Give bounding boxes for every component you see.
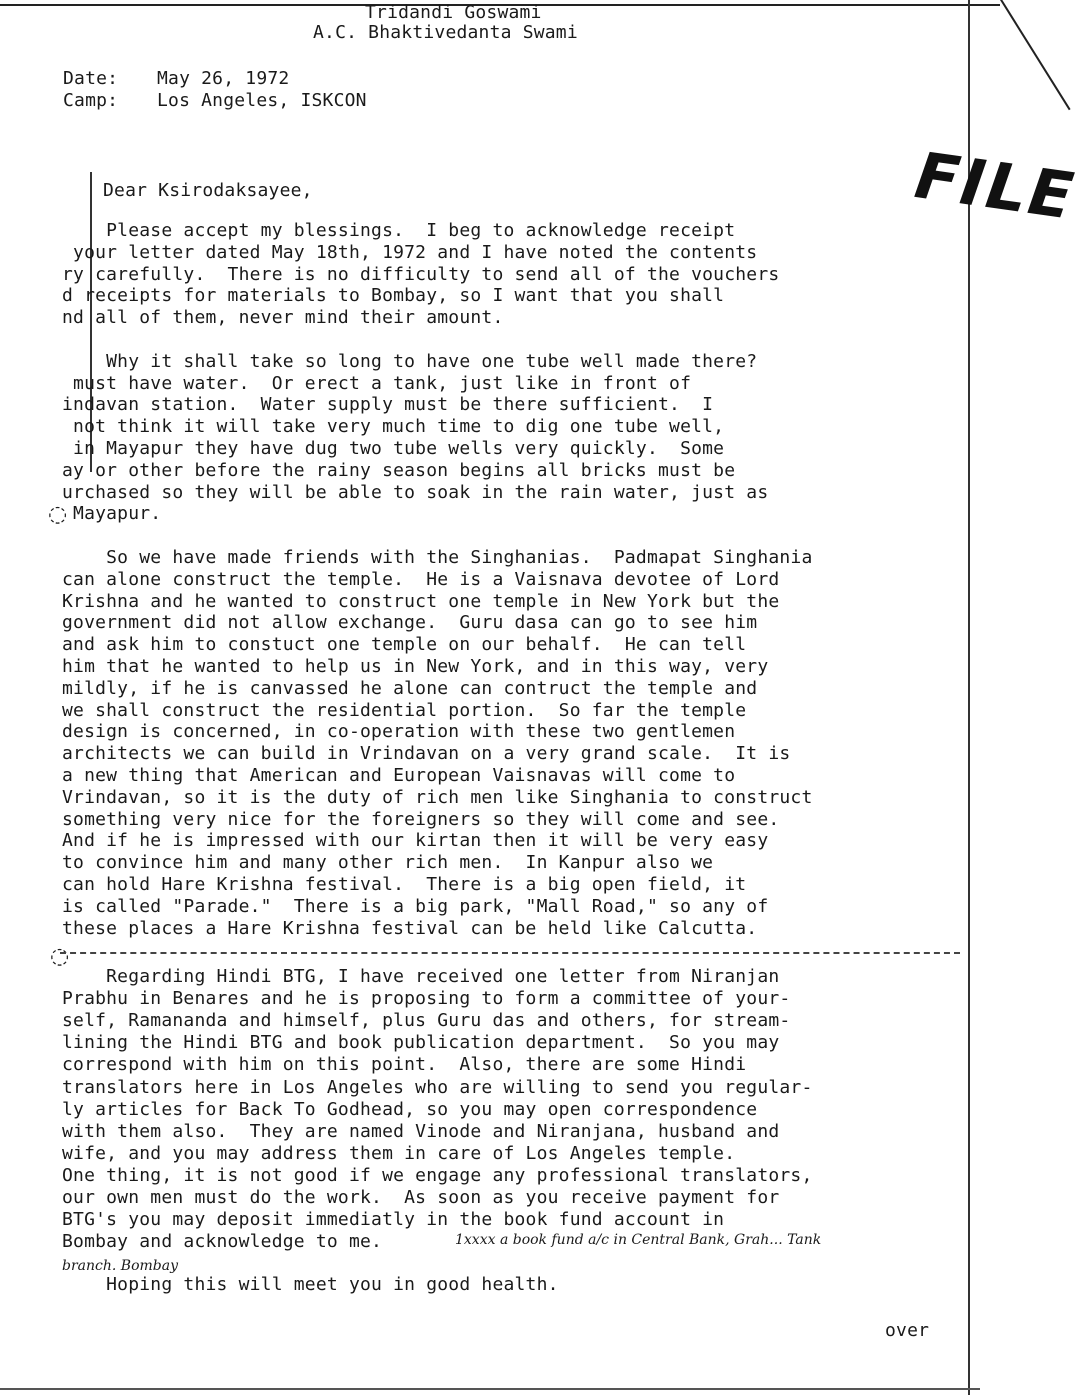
- letter-text-line: wife, and you may address them in care of Los Angeles temple.: [62, 1142, 736, 1164]
- letter-text-line: Bombay and acknowledge to me.: [62, 1231, 383, 1253]
- letter-text-line: with them also. They are named Vinode and Niranjana, husband and: [62, 1120, 780, 1142]
- page-corner-line: [1000, 0, 1071, 110]
- over-note: over: [885, 1320, 930, 1341]
- letter-text-line: ly articles for Back To Godhead, so you may open correspondence: [62, 1098, 758, 1120]
- letter-text-line: must have water. Or erect a tank, just like in front of: [62, 372, 692, 394]
- letter-text-line: can alone construct the temple. He is a Vaisnava devotee of Lord: [62, 568, 780, 590]
- letter-text-line: ry carefully. There is no difficulty to send all of the vouchers: [62, 263, 780, 285]
- letter-text-line: Krishna and he wanted to construct one temple in New York but the: [62, 590, 780, 612]
- letter-text-line: government did not allow exchange. Guru dasa can go to see him: [62, 612, 758, 634]
- letterhead-line1: Tridandi Goswami: [365, 2, 542, 23]
- salutation: Dear Ksirodaksayee,: [103, 180, 313, 201]
- closing-line: Hoping this will meet you in good health.: [62, 1274, 559, 1295]
- file-stamp: FILE: [910, 139, 1080, 235]
- letter-text-line: your letter dated May 18th, 1972 and I have noted the contents: [62, 241, 758, 263]
- letter-text-line: in Mayapur they have dug two tube wells very quickly. Some: [62, 438, 725, 459]
- letter-text-line: And if he is impressed with our kirtan then it will be very easy: [62, 830, 769, 852]
- letter-text-line: Why it shall take so long to have one tube well made there?: [62, 350, 758, 372]
- letter-text-line: correspond with him on this point. Also, there are some Hindi: [62, 1054, 747, 1076]
- hole-punch-mark-bottom: ◌: [50, 944, 70, 969]
- handwritten-note-line2: branch. Bombay: [62, 1258, 178, 1274]
- letter-text-line: not think it will take very much time to dig one tube well,: [62, 416, 725, 438]
- letter-text-line: BTG's you may deposit immediatly in the book fund account in: [62, 1209, 725, 1231]
- letterhead-line2: A.C. Bhaktivedanta Swami: [313, 22, 578, 43]
- letter-text-line: our own men must do the work. As soon as you receive payment for: [62, 1187, 780, 1208]
- letter-text-line: we shall construct the residential portion. So far the temple: [62, 699, 747, 721]
- letter-text-line: these places a Hare Krishna festival can be held like Calcutta.: [62, 917, 758, 939]
- letter-text-line: Please accept my blessings. I beg to acknowledge receipt: [62, 220, 736, 241]
- letter-text-line: a new thing that American and European Vaisnavas will come to: [62, 765, 736, 786]
- date-label: Date:: [63, 68, 119, 89]
- letter-text-line: indavan station. Water supply must be there sufficient. I: [62, 394, 714, 416]
- letter-text-line: So we have made friends with the Singhanias. Padmapat Singhania: [62, 547, 813, 568]
- camp-label: Camp:: [63, 90, 119, 111]
- camp-value: Los Angeles, ISKCON: [157, 90, 367, 111]
- page-edge-bottom: [0, 1388, 980, 1390]
- letter-text-line: something very nice for the foreigners so they will come and see.: [62, 808, 780, 830]
- letter-text-line: Mayapur.: [62, 503, 162, 525]
- letter-text-line: Prabhu in Benares and he is proposing to form a committee of your-: [62, 988, 791, 1010]
- letter-text-line: him that he wanted to help us in New York, and in this way, very: [62, 656, 769, 677]
- letter-text-line: mildly, if he is canvassed he alone can contruct the temple and: [62, 677, 758, 699]
- hole-punch-mark-top: ◌: [48, 502, 68, 527]
- letter-text-line: can hold Hare Krishna festival. There is a big open field, it: [62, 874, 747, 895]
- letter-text-line: urchased so they will be able to soak in the rain water, just as: [62, 481, 769, 503]
- letter-text-line: Regarding Hindi BTG, I have received one letter from Niranjan: [62, 966, 780, 987]
- letter-text-line: and ask him to constuct one temple on our behalf. He can tell: [62, 634, 747, 656]
- letter-text-line: Vrindavan, so it is the duty of rich men like Singhania to construct: [62, 786, 813, 808]
- handwritten-note-line1: 1xxxx a book fund a/c in Central Bank, Grah... Tank: [455, 1232, 822, 1248]
- letter-text-line: self, Ramananda and himself, plus Guru das and others, for stream-: [62, 1010, 791, 1032]
- date-value: May 26, 1972: [157, 68, 290, 89]
- letter-text-line: lining the Hindi BTG and book publication department. So you may: [62, 1032, 780, 1054]
- letter-text-line: is called "Parade." There is a big park, "Mall Road," so any of: [62, 895, 769, 917]
- letter-text-line: One thing, it is not good if we engage any professional translators,: [62, 1164, 813, 1186]
- letter-text-line: design is concerned, in co-operation with these two gentlemen: [62, 721, 736, 743]
- letter-text-line: nd all of them, never mind their amount.: [62, 307, 504, 329]
- letter-text-line: ay or other before the rainy season begins all bricks must be: [62, 459, 736, 481]
- letter-text-line: d receipts for materials to Bombay, so I want that you shall: [62, 285, 725, 307]
- letter-text-line: to convince him and many other rich men. In Kanpur also we: [62, 852, 714, 874]
- fold-dash-line: [60, 952, 960, 954]
- letter-text-line: translators here in Los Angeles who are willing to send you regular-: [62, 1076, 813, 1098]
- letter-text-line: architects we can build in Vrindavan on a very grand scale. It is: [62, 743, 791, 765]
